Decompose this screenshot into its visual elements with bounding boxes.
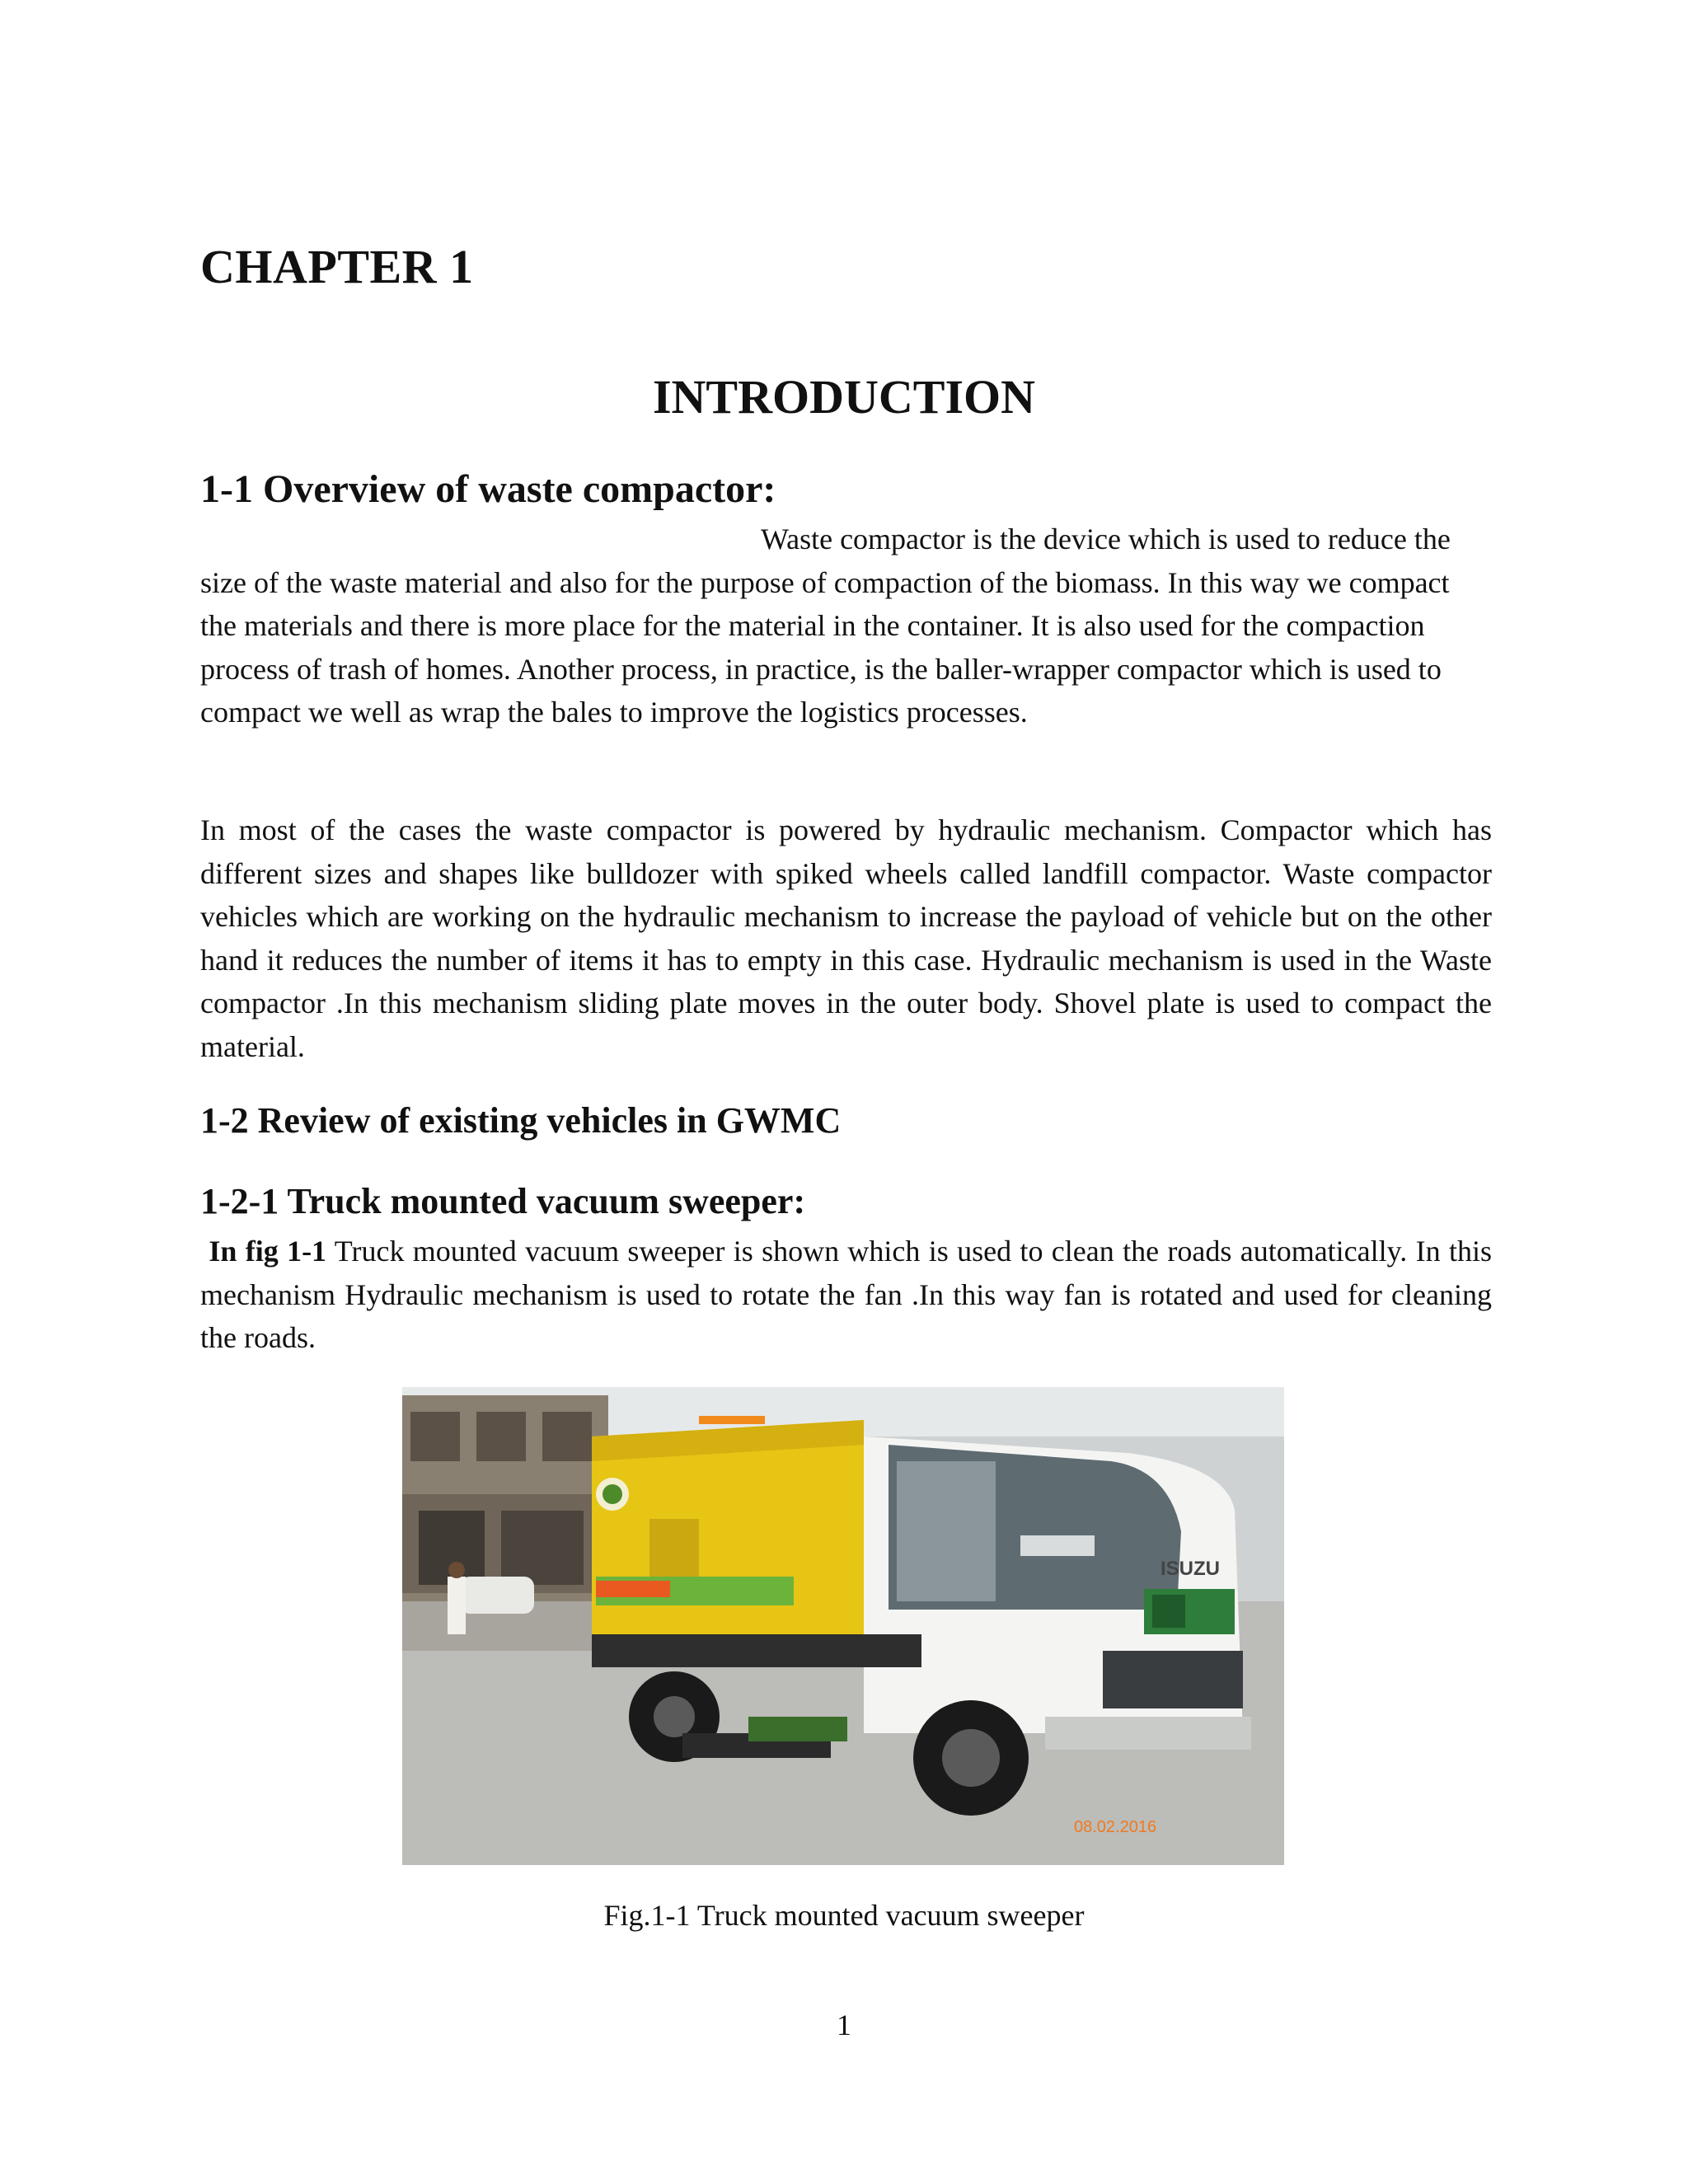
truck-photo-illustration — [402, 1387, 1284, 1865]
photo-date-stamp: 08.02.2016 — [1074, 1818, 1157, 1836]
paragraph-hydraulic: In most of the cases the waste compactor is powered by hydraulic mechanism. Compactor which has different sizes and shapes like bulldozer with spiked wheels called landfill compactor. Waste compactor vehicles which are working on the hydraulic mechanism to increase the payload of vehicle but on the other hand it reduces the number of items it has to empty in this case. Hydraulic mechanism is used in the Waste compactor .In this mechanism sliding plate moves in the outer body. Shovel plate is used to compact the material. — [200, 813, 1492, 1063]
figure-photo-truck — [402, 1387, 1284, 1865]
paragraph-sweeper-text: Truck mounted vacuum sweeper is shown which is used to clean the roads automatically. In this mechanism Hydraulic mechanism is used to rotate the fan .In this way fan is rotated and used for cleaning the roads. — [200, 1235, 1493, 1354]
figure-reference: In fig 1-1 — [209, 1235, 327, 1268]
page-number: 1 — [837, 2008, 851, 2041]
figure-caption: Fig.1-1 Truck mounted vacuum sweeper — [603, 1899, 1085, 1932]
truck-brand-text: ISUZU — [1160, 1558, 1220, 1580]
paragraph-sweeper — [200, 1230, 1492, 1360]
section-heading-1-1: 1-1 Overview of waste compactor: — [200, 467, 776, 511]
paragraph-overview-text: Waste compactor is the device which is used to reduce the size of the waste material and also for the purpose of compaction of the biomass. In this way we compact the materials and there is more place for the material in the container. It is also used for the compaction process of trash of homes. Another process, in practice, is the baller-wrapper compactor which is used to compact we well as wrap the bales to improve the logistics processes. — [200, 523, 1451, 729]
section-heading-1-2-1: 1-2-1 Truck mounted vacuum sweeper: — [200, 1181, 806, 1221]
chapter-title: INTRODUCTION — [652, 370, 1036, 424]
section-heading-1-2: 1-2 Review of existing vehicles in GWMC — [200, 1100, 842, 1141]
chapter-label: CHAPTER 1 — [200, 240, 474, 293]
paragraph-overview — [200, 518, 1492, 734]
